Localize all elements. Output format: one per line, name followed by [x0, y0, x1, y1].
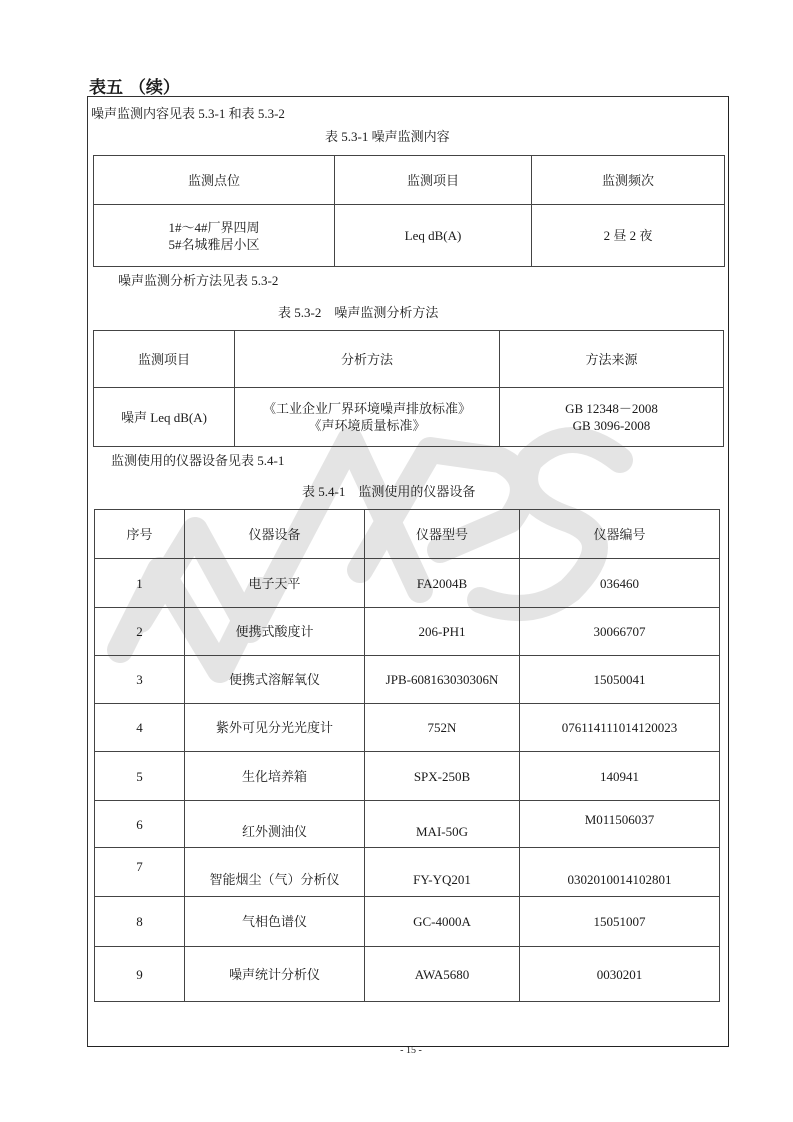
- serial-number-cell: 8: [95, 897, 185, 947]
- equipment-name-cell: 气相色谱仪: [185, 897, 365, 947]
- model-cell: FY-YQ201: [365, 848, 520, 897]
- equipment-id-cell: 15051007: [520, 897, 720, 947]
- method-text: 噪声监测分析方法见表 5.3-2: [118, 273, 279, 288]
- monitoring-points-cell: [94, 205, 335, 267]
- serial-number-cell: 5: [95, 752, 185, 801]
- equipment-id-cell: M011506037: [520, 801, 720, 848]
- table-row: [95, 656, 720, 704]
- monitoring-frequency-cell: 2 昼 2 夜: [532, 205, 725, 267]
- serial-number-cell: 1: [95, 559, 185, 608]
- intro-text: 噪声监测内容见表 5.3-1 和表 5.3-2: [91, 106, 285, 121]
- model-cell: GC-4000A: [365, 897, 520, 947]
- table-row: [95, 559, 720, 608]
- equipment-name-cell: 便携式酸度计: [185, 608, 365, 656]
- equipment-name-cell: 智能烟尘（气）分析仪: [185, 848, 365, 897]
- equipment-id-cell: 15050041: [520, 656, 720, 704]
- model-cell: FA2004B: [365, 559, 520, 608]
- equipment-text: 监测使用的仪器设备见表 5.4-1: [111, 453, 285, 468]
- header-cell: 仪器编号: [520, 510, 720, 559]
- equipment-id-cell: 0302010014102801: [520, 848, 720, 897]
- equipment-name-cell: 电子天平: [185, 559, 365, 608]
- table-row: [94, 205, 725, 267]
- monitoring-item-cell: Leq dB(A): [335, 205, 532, 267]
- equipment-id-cell: 0030201: [520, 947, 720, 1002]
- table-row: [95, 897, 720, 947]
- table-row: [95, 947, 720, 1002]
- table-row: [95, 801, 720, 848]
- header-cell: 监测频次: [532, 156, 725, 205]
- serial-number-cell: 4: [95, 704, 185, 752]
- table2-caption: 表 5.3-2 噪声监测分析方法: [278, 305, 439, 320]
- header-cell: 分析方法: [235, 331, 500, 388]
- method-source-cell: [500, 388, 724, 447]
- model-cell: 206-PH1: [365, 608, 520, 656]
- model-cell: 752N: [365, 704, 520, 752]
- header-cell: 监测项目: [94, 331, 235, 388]
- table-equipment: [94, 509, 720, 1002]
- equipment-name-cell: 紫外可见分光光度计: [185, 704, 365, 752]
- header-cell: 监测点位: [94, 156, 335, 205]
- source-line: GB 3096-2008: [572, 418, 651, 433]
- header-cell: 仪器型号: [365, 510, 520, 559]
- points-line: 1#～4#厂界四周: [168, 219, 260, 235]
- header-cell: 监测项目: [335, 156, 532, 205]
- model-cell: SPX-250B: [365, 752, 520, 801]
- source-line: GB 12348－2008: [565, 401, 658, 416]
- header-cell: 序号: [95, 510, 185, 559]
- equipment-name-cell: 红外测油仪: [185, 801, 365, 848]
- serial-number-cell: 6: [95, 801, 185, 848]
- table-row: [95, 704, 720, 752]
- serial-number-cell: 2: [95, 608, 185, 656]
- table-header-row: [94, 331, 724, 388]
- table-header-row: [95, 510, 720, 559]
- model-cell: JPB-608163030306N: [365, 656, 520, 704]
- equipment-name-cell: 噪声统计分析仪: [185, 947, 365, 1002]
- serial-number-cell: 7: [95, 848, 185, 897]
- table-analysis-method: [93, 330, 724, 447]
- table-row: [95, 848, 720, 897]
- equipment-id-cell: 30066707: [520, 608, 720, 656]
- method-line: 《声环境质量标准》: [308, 418, 426, 433]
- table3-caption: 表 5.4-1 监测使用的仪器设备: [302, 484, 476, 499]
- serial-number-cell: 3: [95, 656, 185, 704]
- table-row: [94, 388, 724, 447]
- page-number: - 15 -: [400, 1045, 422, 1056]
- table-noise-content: [93, 155, 725, 267]
- table-header-row: [94, 156, 725, 205]
- table-row: [95, 608, 720, 656]
- analysis-method-cell: [235, 388, 500, 447]
- section-title: 表五 （续）: [89, 78, 180, 98]
- points-line: 5#名城雅居小区: [168, 236, 260, 252]
- method-line: 《工业企业厂界环境噪声排放标准》: [262, 401, 471, 416]
- analysis-item-cell: 噪声 Leq dB(A): [94, 388, 235, 447]
- header-cell: 方法来源: [500, 331, 724, 388]
- serial-number-cell: 9: [95, 947, 185, 1002]
- equipment-id-cell: 140941: [520, 752, 720, 801]
- header-cell: 仪器设备: [185, 510, 365, 559]
- model-cell: MAI-50G: [365, 801, 520, 848]
- table-row: [95, 752, 720, 801]
- equipment-name-cell: 便携式溶解氧仪: [185, 656, 365, 704]
- table1-caption: 表 5.3-1 噪声监测内容: [325, 129, 450, 144]
- equipment-id-cell: 036460: [520, 559, 720, 608]
- equipment-name-cell: 生化培养箱: [185, 752, 365, 801]
- model-cell: AWA5680: [365, 947, 520, 1002]
- equipment-id-cell: 076114111014120023: [520, 704, 720, 752]
